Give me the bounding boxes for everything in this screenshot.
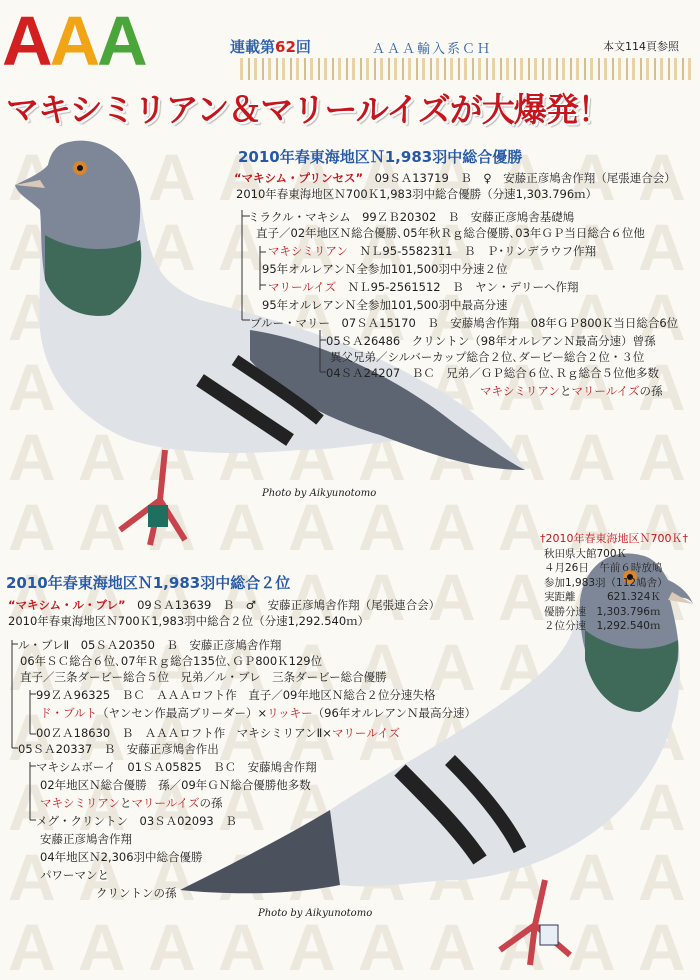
section2-id-row: [8, 598, 440, 612]
pedigree-line: 02年地区Ｎ総合優勝 孫／09年ＧＮ総合優勝他多数: [40, 778, 311, 792]
pedigree-line: 95年オルレアンＮ全参加101,500羽中最高分速: [262, 298, 508, 312]
race-info-line: 実距離 621.324Ｋ: [544, 591, 661, 603]
race-info-line: 優勝分速 1,303.796ｍ: [544, 605, 661, 618]
section1-title: 2010年春東海地区Ｎ1,983羽中総合優勝: [238, 148, 523, 166]
photo-credit: Photo by Aikyunotomo: [258, 908, 373, 919]
photo-credit: Photo by Aikyunotomo: [262, 488, 377, 499]
pedigree-line: 04ＳＡ24207 ＢＣ 兄弟／ＧＰ総合６位､Ｒｇ総合５位他多数: [326, 366, 659, 380]
page-reference: 本文114頁参照: [603, 40, 679, 53]
pedigree-line: マキシミリアンとマリールイズの孫: [480, 384, 663, 398]
pedigree-line: 95年オルレアンＮ全参加101,500羽中分速２位: [262, 262, 508, 276]
race-info-line: 秋田県大館700Ｋ: [544, 547, 628, 560]
pedigree-line: ブルー・マリー 07ＳＡ15170 Ｂ 安藤鳩舎作翔 08年ＧＰ800Ｋ当日総合6位: [250, 316, 679, 330]
pedigree-line: 異父兄弟／シルバーカップ総合２位､ダービー総合２位・３位: [330, 350, 645, 364]
section1-id-line: 09ＳＡ13719 Ｂ ♀ 安藤正彦鳩舎作翔（尾張連合会）: [374, 171, 676, 185]
pedigree-line: 安藤正彦鳩舎作翔: [40, 832, 132, 846]
race-info-title: †2010年春東海地区Ｎ700Ｋ†: [540, 532, 688, 545]
pedigree-line: メグ・クリントン 03ＳＡ02093 Ｂ: [36, 814, 237, 828]
series-label: ＡＡＡ輸入系ＣＨ: [372, 42, 493, 57]
pedigree-line: 05ＳＡ26486 クリントン（98年オルレアンＮ最高分速）曾孫: [326, 334, 656, 348]
race-info-line: ２位分速 1,292.540ｍ: [544, 620, 661, 632]
section2-title: 2010年春東海地区Ｎ1,983羽中総合２位: [6, 574, 291, 592]
race-info-line: 参加1,983羽（112鳩舎）: [544, 576, 668, 589]
pedigree-line: 直子／三条ダービー総合５位 兄弟／ル・ブレ 三条ダービー総合優勝: [20, 670, 387, 684]
pedigree-line: マキシムボーイ 01ＳＡ05825 ＢＣ 安藤鳩舎作翔: [36, 760, 317, 774]
pedigree-line: マリールイズ ＮＬ95-2561512 Ｂ ヤン・デリーへ作翔: [268, 280, 579, 294]
pedigree-line: ル・ブレⅡ 05ＳＡ20350 Ｂ 安藤正彦鳩舎作翔: [18, 638, 282, 652]
section2-pigeon-name: “マキシム・ル・ブレ”: [8, 598, 126, 612]
section2-id-line: 09ＳＡ13639 Ｂ ♂ 安藤正彦鳩舎作翔（尾張連合会）: [137, 598, 441, 612]
section1-result: 2010年春東海地区Ｎ700Ｋ1,983羽中総合優勝（分速1,303.796ｍ）: [236, 187, 598, 201]
pedigree-line: マキシミリアン ＮＬ95-5582311 Ｂ Ｐ･リンデラウフ作翔: [268, 244, 597, 258]
logo-letter: A: [97, 2, 145, 80]
section1-pigeon-name: “マキシム・プリンセス”: [234, 171, 364, 185]
serial-label: 連載第62回: [230, 38, 311, 56]
race-info-line: ４月26日 午前６時放鳩: [544, 562, 663, 574]
pedigree-line: 04年地区Ｎ2,306羽中総合優勝: [40, 850, 203, 864]
pedigree-line: 00ＺＡ18630 Ｂ ＡＡＡロフト作 マキシミリアンⅡ×マリールイズ: [36, 726, 401, 740]
pedigree-line: ミラクル・マキシム 99ＺＢ20302 Ｂ 安藤正彦鳩舎基礎鳩: [248, 210, 575, 224]
pedigree-line: 直子／02年地区Ｎ総合優勝､05年秋Ｒｇ総合優勝､03年ＧＰ当日総合６位他: [256, 226, 645, 240]
pedigree-line: 05ＳＡ20337 Ｂ 安藤正彦鳩舎作出: [18, 742, 219, 756]
headline: マキシミリアン＆マリールイズが大爆発！: [6, 90, 610, 129]
section2-result: 2010年春東海地区Ｎ700Ｋ1,983羽中総合２位（分速1,292.540ｍ）: [8, 614, 370, 628]
logo-letter: A: [2, 2, 50, 80]
section1-id-row: [234, 171, 676, 185]
logo-letter: A: [49, 2, 98, 80]
pedigree-line: ド・ブルト（ヤンセン作最高ブリーダー）×リッキー（96年オルレアンＮ最高分速）: [40, 706, 477, 720]
pedigree-line: パワーマンと: [40, 868, 109, 882]
race-info: [540, 532, 688, 634]
pedigree-line: マキシミリアンとマリールイズの孫: [40, 796, 223, 810]
pedigree-line: 99ＺＡ96325 ＢＣ ＡＡＡロフト作 直子／09年地区Ｎ総合２位分速失格: [36, 688, 436, 702]
pedigree-line: 06年ＳＣ総合６位､07年Ｒｇ総合135位､ＧＰ800Ｋ129位: [20, 654, 323, 668]
pedigree-line: クリントンの孫: [96, 886, 177, 900]
